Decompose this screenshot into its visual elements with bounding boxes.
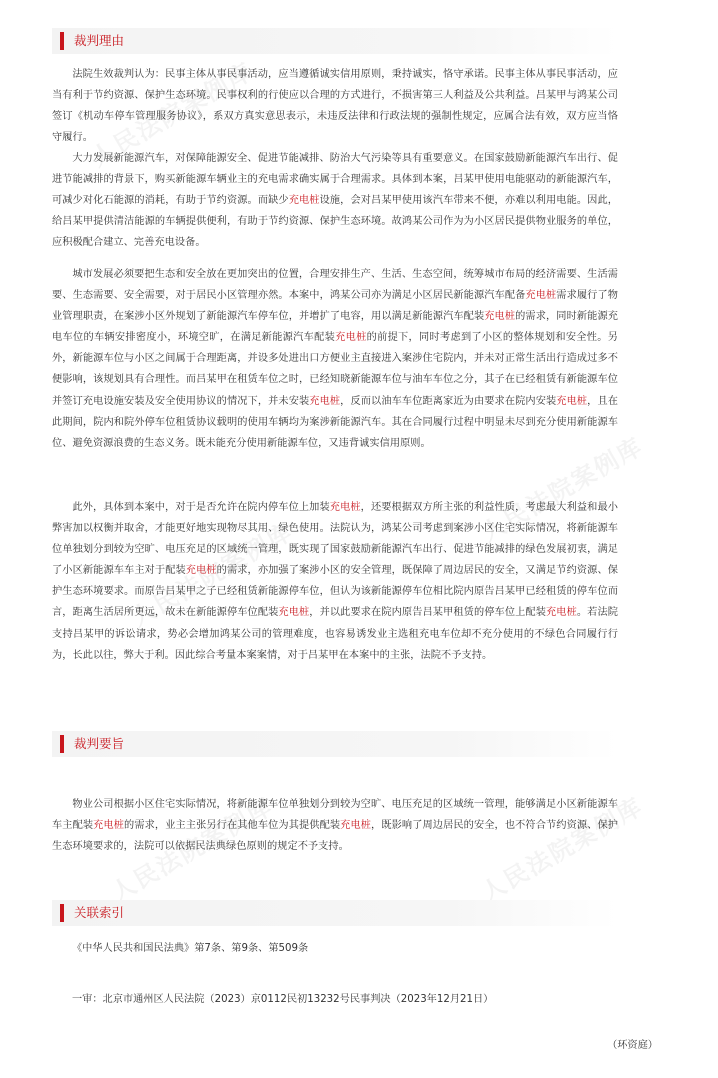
gist-paragraph xyxy=(52,794,618,857)
source-department: （环资庭） xyxy=(607,1040,658,1051)
keyword-highlight: 充电桩 xyxy=(340,820,372,832)
section-title: 裁判要旨 xyxy=(74,736,125,751)
keyword-highlight: 充电桩 xyxy=(525,290,557,302)
section-header-reasoning xyxy=(52,28,618,54)
keyword-highlight: 充电桩 xyxy=(329,502,361,513)
keyword-highlight: 充电桩 xyxy=(288,195,320,207)
keyword-highlight: 充电桩 xyxy=(484,311,516,323)
paragraph-text: 的需求，亦加强了案涉小区的安全管理，既保障了周边居民的安全，又满足节约资源、保护生态环境要求。而原告吕某甲之子已经租赁新能源停车位，但认为该新能源停车位相比院内原告吕某甲已经租赁的停车位而言，距离生活居所更远，故未在新能源停车位配装 xyxy=(52,565,618,619)
section-marker xyxy=(60,904,64,922)
reasoning-paragraph-1 xyxy=(52,64,618,148)
keyword-highlight: 充电桩 xyxy=(185,565,217,577)
reasoning-paragraph-2 xyxy=(52,148,618,253)
paragraph-text: 设施，会对吕某甲使用该汽车带来不便，亦难以利用电能。因此，给吕某甲提供清洁能源的车辆提供便利，有助于节约资源、保护生态环境。故鸿某公司作为为小区居民提供物业服务的单位，应积极配合建立、完善充电设备。 xyxy=(52,195,618,249)
keyword-highlight: 充电桩 xyxy=(335,332,367,344)
paragraph-text: 。若法院支持吕某甲的诉讼请求，势必会增加鸿某公司的管理难度，也容易诱发业主选租充电车位却不充分使用的不绿色合同履行行为，长此以往，弊大于利。因此综合考量本案案情，对于吕某甲在本案中的主张，法院不予支持。 xyxy=(52,607,618,661)
section-title: 裁判理由 xyxy=(74,33,125,48)
paragraph-text: 大力发展新能源汽车，对保障能源安全、促进节能减排、防治大气污染等具有重要意义。在国家鼓励新能源汽车出行、促进节能减排的背景下，购买新能源车辆业主的充电需求确实属于合理需求。具体到本案，吕某甲使用电能驱动的新能源汽车，可减少对化石能源的消耗，有助于节约资源。而缺少 xyxy=(52,153,618,207)
paragraph-text: ，还要根据双方所主张的利益性质，考虑最大利益和最小弊害加以权衡并取舍，才能更好地实现物尽其用、绿色使用。法院认为，鸿某公司考虑到案涉小区住宅实际情况，将新能源车位单独划分到较为空旷、电压充足的区域统一管理，既实现了国家鼓励新能源汽车出行、促进节能减排的绿色发展初衷，满足了小区新能源车车主对于配装 xyxy=(52,502,618,577)
keyword-highlight: 充电桩 xyxy=(309,395,341,407)
section-header-gist xyxy=(52,731,618,757)
paragraph-text: 的前提下，同时考虑到了小区的整体规划和安全性。另外，新能源车位与小区之间属于合理距离，并设多处进出口方便业主直接进入案涉住宅院内，并未对正常生活出行造成过多不便影响，该规划具有合理性。而吕某甲在租赁车位之时，已经知晓新能源车位与油车车位之分，其子在已经租赁有新能源车位并签订充电设施安装及安全使用协议的情况下，并未安装 xyxy=(52,332,619,407)
paragraph-text: 物业公司根据小区住宅实际情况，将新能源车位单独划分到较为空旷、电压充足的区域统一管理，能够满足小区新能源车车主配装 xyxy=(52,799,618,832)
section-header-index xyxy=(52,900,618,926)
paragraph-text: ，并以此要求在院内原告吕某甲租赁的停车位上配装 xyxy=(309,607,546,619)
paragraph-text: 的需求，同时新能源充电车位的车辆安排密度小，环境空旷，在满足新能源汽车配装 xyxy=(52,311,618,344)
paragraph-text: 城市发展必须要把生态和安全放在更加突出的位置，合理安排生产、生活、生态空间，统筹城市布局的经济需要、生活需要、生态需要、安全需要，对于居民小区管理亦然。本案中，鸿某公司亦为满足小区居民新能源汽车配备 xyxy=(52,269,618,302)
paragraph-text: ，且在此期间，院内和院外停车位租赁协议载明的使用车辆均为案涉新能源汽车。其在合同履行过程中明显未尽到充分使用新能源车位、避免资源浪费的生态义务。既未能充分使用新能源车位，又违背诚实信用原则。 xyxy=(52,395,618,449)
section-marker xyxy=(60,735,64,753)
paragraph-text: ，反而以油车车位距离家近为由要求在院内安装 xyxy=(340,395,557,407)
keyword-highlight: 充电桩 xyxy=(556,395,588,407)
section-title: 关联索引 xyxy=(74,905,125,920)
reasoning-paragraph-4 xyxy=(52,497,618,666)
paragraph-text: 此外，具体到本案中，对于是否允许在院内停车位上加装 xyxy=(72,502,330,513)
related-law: 《中华人民共和国民法典》第7条、第9条、第509条 xyxy=(72,943,309,954)
first-instance-case: 一审：北京市通州区人民法院（2023）京0112民初13232号民事判决（2023年12月21日） xyxy=(72,994,494,1005)
paragraph-text: 法院生效裁判认为：民事主体从事民事活动，应当遵循诚实信用原则，秉持诚实，恪守承诺。民事主体从事民事活动，应当有利于节约资源、保护生态环境。民事权利的行使应以合理的方式进行，不损害第三人利益及公共利益。吕某甲与鸿某公司签订《机动车停车管理服务协议》，系双方真实意思表示，未违反法律和行政法规的强制性规定，应属合法有效，双方应当恪守履行。 xyxy=(52,69,618,144)
keyword-highlight: 充电桩 xyxy=(93,820,125,832)
paragraph-text: ，既影响了周边居民的安全，也不符合节约资源、保护生态环境要求的，法院可以依据民法典绿色原则的规定不予支持。 xyxy=(52,820,618,853)
paragraph-text: 需求履行了物业管理职责，在案涉小区外规划了新能源汽车停车位，并增扩了电容，用以满足新能源汽车配装 xyxy=(52,290,618,323)
section-marker xyxy=(60,32,64,50)
reasoning-paragraph-3 xyxy=(52,264,618,454)
paragraph-text: 的需求，业主主张另行在其他车位为其提供配装 xyxy=(124,820,341,832)
keyword-highlight: 充电桩 xyxy=(546,607,577,619)
keyword-highlight: 充电桩 xyxy=(278,607,310,619)
